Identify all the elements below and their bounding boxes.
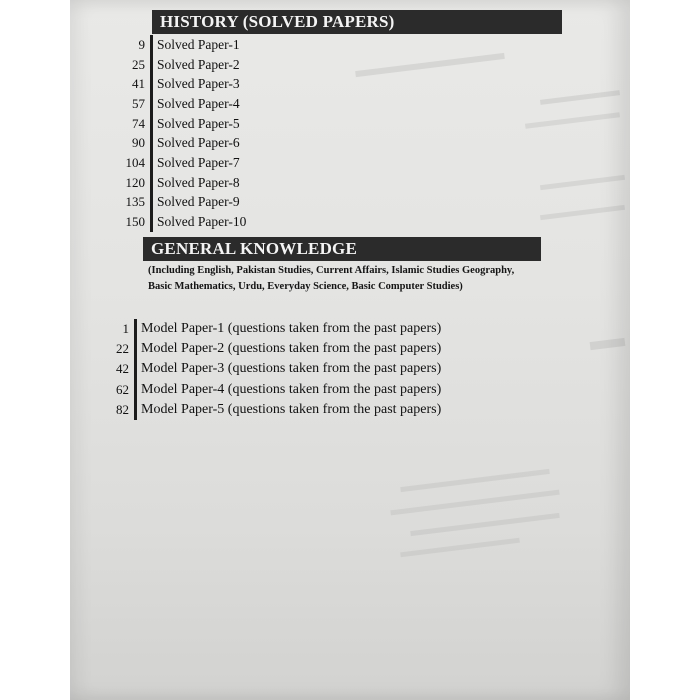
bleed-through-mark [540, 175, 625, 190]
page-number: 62 [116, 381, 129, 397]
toc-entry [68, 133, 246, 153]
toc-entry [72, 400, 441, 420]
bleed-through-mark [400, 469, 549, 492]
entry-title: Solved Paper-6 [157, 135, 240, 151]
page-number: 22 [116, 341, 129, 357]
section-scope-note: (Including English, Pakistan Studies, Current Affairs, Islamic Studies Geography, Basic Mathematics, Urdu, Everyday Science, Basic Computer Studies) [148, 265, 515, 292]
toc-entry [68, 94, 246, 114]
page-number: 9 [138, 36, 145, 52]
bleed-through-mark [410, 513, 559, 536]
bleed-through-mark [355, 53, 505, 77]
page-number: 57 [132, 95, 145, 111]
page-number: 25 [132, 56, 145, 72]
entry-title: Model Paper-3 (questions taken from the past papers) [141, 361, 442, 377]
history-toc-list [68, 35, 246, 232]
page-number: 42 [116, 361, 129, 377]
entry-title: Solved Paper-9 [157, 194, 240, 210]
bleed-through-mark [400, 538, 520, 558]
page-number: 1 [122, 321, 129, 337]
page-number: 150 [125, 214, 145, 230]
toc-entry [68, 173, 246, 193]
bleed-through-mark [540, 90, 620, 105]
entry-title: Solved Paper-5 [157, 115, 240, 131]
toc-entry [68, 55, 246, 75]
toc-entry [68, 35, 246, 55]
toc-entry [68, 193, 246, 213]
page-number: 104 [125, 154, 145, 170]
page-number: 135 [125, 194, 145, 210]
entry-title: Model Paper-5 (questions taken from the past papers) [141, 401, 442, 417]
page-number: 74 [132, 115, 145, 131]
entry-title: Model Paper-2 (questions taken from the past papers) [141, 341, 442, 357]
entry-title: Model Paper-1 (questions taken from the past papers) [141, 321, 442, 337]
page-number: 90 [132, 135, 145, 151]
toc-entry [68, 114, 246, 134]
bleed-through-mark [525, 112, 620, 129]
page-number: 120 [125, 174, 145, 190]
entry-title: Solved Paper-3 [157, 76, 240, 92]
general-knowledge-toc-list [72, 319, 441, 420]
entry-title: Solved Paper-8 [157, 174, 240, 190]
general-knowledge-section-header: GENERAL KNOWLEDGE [143, 237, 541, 261]
bleed-through-mark [590, 338, 626, 350]
history-section-header: HISTORY (SOLVED PAPERS) [152, 10, 562, 34]
entry-title: Solved Paper-4 [157, 95, 240, 111]
page-number: 82 [116, 401, 129, 417]
entry-title: Solved Paper-10 [157, 214, 247, 230]
toc-entry [72, 319, 441, 339]
bleed-through-mark [540, 205, 625, 220]
toc-entry [72, 380, 441, 400]
entry-title: Model Paper-4 (questions taken from the past papers) [141, 381, 442, 397]
entry-title: Solved Paper-1 [157, 36, 240, 52]
toc-entry [68, 74, 246, 94]
toc-entry [72, 359, 441, 379]
page-number: 41 [132, 76, 145, 92]
entry-title: Solved Paper-7 [157, 154, 240, 170]
bleed-through-mark [390, 490, 559, 516]
entry-title: Solved Paper-2 [157, 56, 240, 72]
toc-entry [68, 212, 246, 232]
toc-entry [68, 153, 246, 173]
toc-entry [72, 339, 441, 359]
